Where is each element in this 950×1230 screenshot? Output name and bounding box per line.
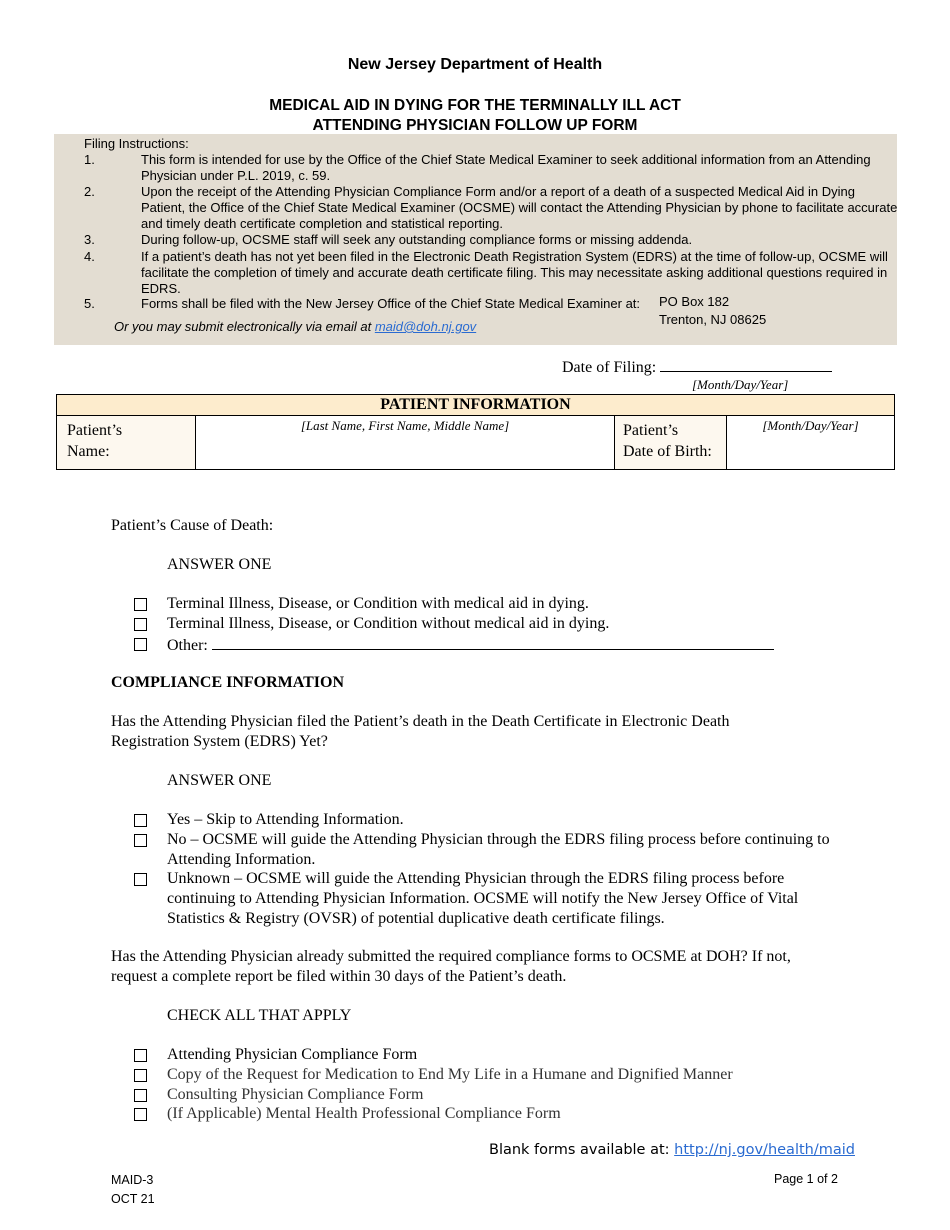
page-number: Page 1 of 2 bbox=[774, 1172, 838, 1186]
form-title bbox=[0, 96, 950, 136]
edrs-option-checkbox[interactable] bbox=[134, 873, 147, 886]
cause-of-death-question: Patient’s Cause of Death: bbox=[111, 517, 274, 534]
patient-name-field[interactable] bbox=[196, 416, 615, 470]
edrs-option-checkbox[interactable] bbox=[134, 814, 147, 827]
email-link[interactable]: maid@doh.nj.gov bbox=[374, 319, 477, 334]
instruction-number: 2. bbox=[84, 184, 95, 199]
edrs-answer-instruction: ANSWER ONE bbox=[167, 772, 272, 789]
blank-forms-label: Blank forms available at: bbox=[489, 1142, 675, 1158]
email-prefix: Or you may submit electronically via email at bbox=[114, 319, 375, 334]
forms-option-label: Attending Physician Compliance Form bbox=[167, 1046, 418, 1063]
cause-option-label: Terminal Illness, Disease, or Condition with medical aid in dying. bbox=[167, 595, 589, 612]
instruction-number: 3. bbox=[84, 232, 95, 247]
instruction-text: If a patient’s death has not yet been filed in the Electronic Death Registration System (EDRS) at the time of follow-up, OCSME will facilitate the completion of timely and accurate death certificate filing. This may necessitate asking additional questions required in EDRS. bbox=[141, 249, 888, 296]
instruction-text: Upon the receipt of the Attending Physician Compliance Form and/or a report of a death of a suspected Medical Aid in Dying Patient, the Office of the Chief State Medical Examiner (OCSME) will contact the Attending Physician by phone to facilitate accurate and timely death certificate completion and statistical reporting. bbox=[141, 184, 898, 231]
patient-information-header: PATIENT INFORMATION bbox=[57, 395, 895, 416]
cause-option-checkbox[interactable] bbox=[134, 598, 147, 611]
forms-option-checkbox[interactable] bbox=[134, 1069, 147, 1082]
form-date: OCT 21 bbox=[111, 1192, 155, 1206]
date-of-filing-label: Date of Filing: bbox=[562, 359, 657, 376]
forms-option-label: (If Applicable) Mental Health Professional Compliance Form bbox=[167, 1105, 561, 1122]
date-of-filing-input[interactable] bbox=[660, 357, 832, 372]
patient-dob-field[interactable] bbox=[727, 416, 895, 470]
instruction-text: Forms shall be filed with the New Jersey Office of the Chief State Medical Examiner at: bbox=[141, 296, 641, 311]
cause-other-label: Other: bbox=[167, 637, 208, 654]
date-of-filing bbox=[562, 357, 832, 377]
form-id: MAID-3 bbox=[111, 1173, 154, 1187]
compliance-question-edrs: Has the Attending Physician filed the Patient’s death in the Death Certificate in Electronic Death Registration System (EDRS) Yet? bbox=[111, 713, 730, 750]
patient-name-hint: [Last Name, First Name, Middle Name] bbox=[300, 418, 510, 433]
cause-answer-instruction: ANSWER ONE bbox=[167, 556, 272, 573]
patient-dob-label bbox=[615, 416, 727, 470]
address-line2: Trenton, NJ 08625 bbox=[659, 312, 767, 327]
patient-dob-hint: [Month/Day/Year] bbox=[762, 418, 859, 433]
edrs-option-label: No – OCSME will guide the Attending Physician through the EDRS filing process before continuing to Attending Information. bbox=[167, 831, 830, 868]
blank-forms-note bbox=[489, 1142, 855, 1158]
edrs-option-checkbox[interactable] bbox=[134, 834, 147, 847]
instruction-number: 1. bbox=[84, 152, 95, 167]
patient-name-label-line1: Patient’s bbox=[67, 422, 123, 439]
form-title-line2: ATTENDING PHYSICIAN FOLLOW UP FORM bbox=[312, 117, 638, 134]
address-line1: PO Box 182 bbox=[659, 294, 730, 309]
forms-option-label: Consulting Physician Compliance Form bbox=[167, 1086, 424, 1103]
forms-option-checkbox[interactable] bbox=[134, 1089, 147, 1102]
edrs-option-label: Yes – Skip to Attending Information. bbox=[167, 811, 404, 828]
blank-forms-link[interactable]: http://nj.gov/health/maid bbox=[674, 1142, 855, 1158]
forms-option-checkbox[interactable] bbox=[134, 1049, 147, 1062]
patient-name-label-line2: Name: bbox=[67, 443, 110, 460]
instruction-text: During follow-up, OCSME staff will seek any outstanding compliance forms or missing addenda. bbox=[141, 232, 693, 247]
cause-other-input[interactable] bbox=[212, 634, 774, 650]
forms-option-checkbox[interactable] bbox=[134, 1108, 147, 1121]
instruction-text: This form is intended for use by the Office of the Chief State Medical Examiner to seek additional information from an Attending Physician under P.L. 2019, c. 59. bbox=[141, 152, 871, 183]
cause-other bbox=[167, 634, 837, 656]
instruction-number: 5. bbox=[84, 296, 95, 311]
edrs-option-label: Unknown – OCSME will guide the Attending Physician through the EDRS filing process before continuing to Attending Physician Information. OCSME will notify the New Jersey Office of Vital Statistics & Registry (OVSR) of potential duplicative death certificate filings. bbox=[167, 870, 799, 927]
department-name: New Jersey Department of Health bbox=[347, 56, 603, 73]
patient-dob-label-line1: Patient’s bbox=[623, 422, 679, 439]
cause-option-checkbox[interactable] bbox=[134, 638, 147, 651]
instruction-number: 4. bbox=[84, 249, 95, 264]
date-of-filing-hint: [Month/Day/Year] bbox=[692, 377, 789, 392]
cause-option-checkbox[interactable] bbox=[134, 618, 147, 631]
instructions-heading: Filing Instructions: bbox=[84, 136, 189, 151]
patient-information-table bbox=[56, 394, 895, 470]
filing-instructions bbox=[54, 134, 897, 345]
forms-check-instruction: CHECK ALL THAT APPLY bbox=[167, 1007, 352, 1024]
compliance-question-forms: Has the Attending Physician already submitted the required compliance forms to OCSME at DOH? If not, request a complete report be filed within 30 days of the Patient’s death. bbox=[111, 948, 791, 985]
form-title-line1: MEDICAL AID IN DYING FOR THE TERMINALLY ILL ACT bbox=[269, 97, 681, 114]
cause-option-label: Terminal Illness, Disease, or Condition without medical aid in dying. bbox=[167, 615, 610, 632]
forms-option-label: Copy of the Request for Medication to End My Life in a Humane and Dignified Manner bbox=[167, 1066, 733, 1083]
patient-dob-label-line2: Date of Birth: bbox=[623, 443, 712, 460]
email-submission bbox=[114, 319, 476, 335]
patient-name-label bbox=[57, 416, 196, 470]
compliance-heading: COMPLIANCE INFORMATION bbox=[111, 674, 345, 691]
